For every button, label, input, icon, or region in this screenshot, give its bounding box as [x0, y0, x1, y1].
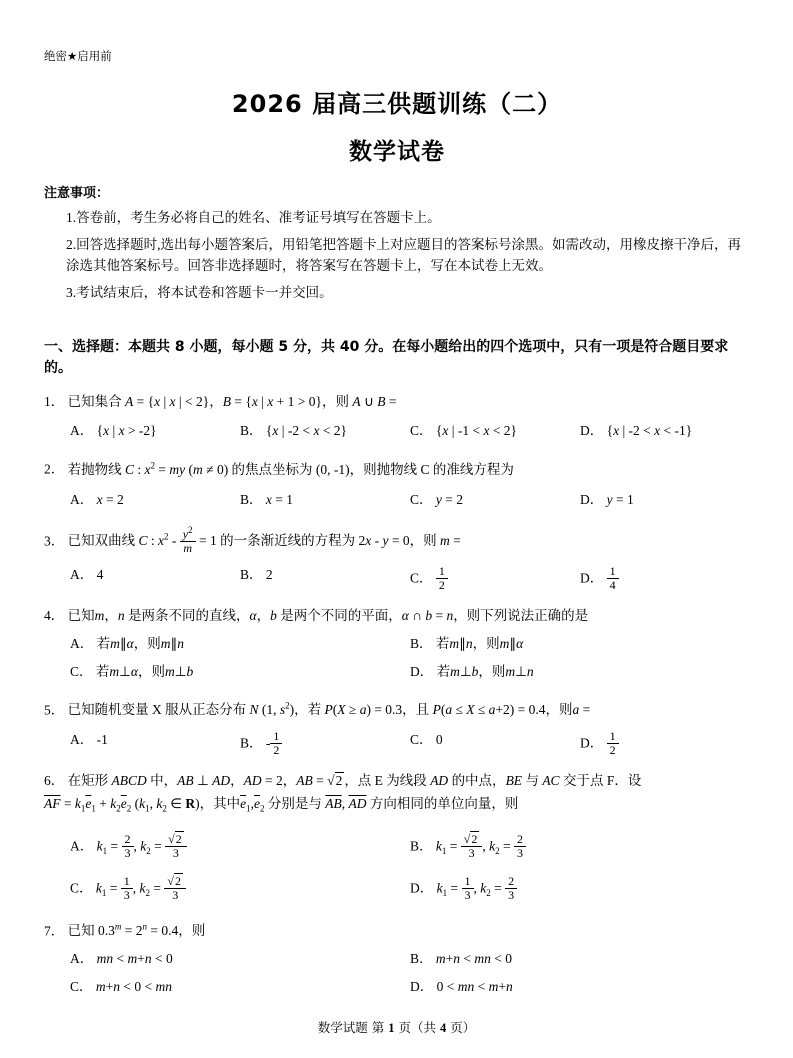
secret-mark: 绝密★启用前: [44, 49, 112, 63]
question-5-options: [70, 730, 750, 757]
option-c[interactable]: C． $\frac{1}{2}$: [410, 565, 580, 592]
question-4-options-row1: [70, 634, 750, 654]
question-4: [44, 606, 750, 626]
section-heading: [44, 337, 750, 379]
option-a[interactable]: A． x = 2: [70, 491, 124, 507]
page-footer: [0, 1018, 793, 1036]
option-a[interactable]: A． mn < m+n < 0: [70, 951, 173, 967]
question-2-options: [70, 490, 750, 510]
option-d[interactable]: D． {x | -2 < x < -1}: [580, 423, 693, 438]
question-5-stem: 已知随机变量 X 服从正态分布 N (1, $s^2$)，若 P(X ≥ a) = 0.3，且 P(a ≤ X ≤ a+2) = 0.4，则a =: [67, 700, 591, 717]
option-c[interactable]: C． m+n < 0 < mn: [70, 979, 172, 995]
option-a[interactable]: A． {x | x > -2}: [70, 423, 157, 438]
option-b[interactable]: B． {x | -2 < x < 2}: [240, 423, 348, 438]
section-desc: 本题共 8 小题，每小题 5 分，共 40 分。在每小题给出的四个选项中，只有一项是符合题目要求的。: [44, 339, 729, 376]
option-a[interactable]: A． $k_1$ = $\frac{2}{3}$ , $k_2$ = $\frac{√2}{3}$: [70, 833, 410, 861]
question-6-options-row1: [70, 833, 750, 861]
question-1: [44, 392, 750, 412]
page-subtitle: 数学试卷: [349, 139, 445, 164]
question-5: [44, 696, 750, 721]
question-7-number: 7．: [44, 923, 65, 939]
option-c[interactable]: C． {x | -1 < x < 2}: [410, 423, 518, 438]
option-a[interactable]: A． -1: [70, 732, 108, 747]
option-b[interactable]: B． - $\frac{1}{2}$: [240, 730, 410, 757]
question-1-stem: 已知集合 A = {x | x | < 2}，B = {x | x + 1 > 0}，则 A ∪ B =: [67, 394, 397, 409]
page-title: 2026 届高三供题训练（二）: [231, 90, 563, 118]
option-b[interactable]: B． x = 1: [240, 491, 294, 507]
question-7-options-row2: [70, 977, 750, 997]
question-3-stem: 已知双曲线 C : $x^2$ - $\frac{y^2}{m}$ = 1 的一条渐近线的方程为 2x - y = 0，则 m =: [67, 524, 461, 555]
option-b[interactable]: B． m+n < mn < 0: [410, 951, 513, 967]
option-d[interactable]: D． y = 1: [580, 491, 634, 507]
footer-exam-name: 数学试题: [317, 1020, 368, 1035]
section-label: 一、选择题：: [44, 339, 128, 355]
option-c[interactable]: C． 0: [410, 732, 443, 747]
question-7-options-row1: [70, 949, 750, 969]
footer-page-end: 页）: [450, 1020, 476, 1035]
option-d[interactable]: D． $\frac{1}{4}$: [580, 565, 750, 592]
question-7-stem: 已知 $0.3^m = 2^n = 0.4$，则: [67, 921, 206, 939]
question-2: [44, 455, 750, 480]
question-3: [44, 524, 750, 555]
notice-list: [44, 207, 750, 303]
footer-total-pages: 4: [439, 1021, 447, 1035]
option-c[interactable]: C． $k_1$ = $\frac{1}{3}$ , $k_2$ = $\frac{√2}{3}$: [70, 875, 410, 903]
footer-page-of: 页（共: [398, 1020, 436, 1035]
option-d[interactable]: D． $\frac{1}{2}$: [580, 730, 750, 757]
notice-item-3: 3.考试结束后，将本试卷和答题卡一并交回。: [66, 285, 333, 300]
option-c[interactable]: C． y = 2: [410, 491, 464, 507]
question-4-stem: 已知m，n 是两条不同的直线，α，b 是两个不同的平面，α ∩ b = n，则下列说法正确的是: [67, 607, 589, 623]
option-d[interactable]: D． 0 < mn < m+n: [410, 979, 513, 995]
option-c[interactable]: C． 若m⊥α，则m⊥b: [70, 663, 194, 679]
option-d[interactable]: D． $k_1$ = $\frac{1}{3}$ , $k_2$ = $\frac{2}{3}$: [410, 875, 750, 903]
question-6: [44, 771, 750, 819]
option-b[interactable]: B． 若m∥n，则m∥α: [410, 635, 524, 651]
question-6-options-row2: [70, 875, 750, 903]
question-2-stem: 若抛物线 C : $x^2$ = my (m ≠ 0) 的焦点坐标为 (0, -1)，则抛物线 C 的准线方程为: [67, 460, 514, 477]
question-7: [44, 917, 750, 942]
question-3-options: [70, 565, 750, 592]
notice-heading: 注意事项：: [44, 186, 110, 201]
question-1-options: [70, 421, 750, 441]
question-6-number: 6．: [44, 773, 65, 788]
question-6-stem-line1: 在矩形 ABCD 中，AB ⊥ AD，AD = 2，AB = √2 ，点 E 为线段 AD 的中点，BE 与 AC 交于点 F．设: [67, 773, 642, 788]
question-2-number: 2．: [44, 461, 65, 477]
notice-item-2: 2.回答选择题时,选出每小题答案后，用铅笔把答题卡上对应题目的答案标号涂黑。如需改动，用橡皮擦干净后，再涂选其他答案标号。回答非选择题时，将答案写在答题卡上，写在本试卷上无效。: [66, 237, 741, 273]
footer-page-label: 第: [371, 1020, 385, 1035]
option-b[interactable]: B． 2: [240, 566, 273, 582]
option-d[interactable]: D． 若m⊥b，则m⊥n: [410, 663, 534, 679]
option-b[interactable]: B． $k_1$ = $\frac{√2}{3}$ , $k_2$ = $\frac{2}{3}$: [410, 833, 750, 861]
option-a[interactable]: A． 若m∥α，则m∥n: [70, 635, 184, 651]
footer-page-number: 1: [388, 1021, 395, 1035]
notice-item-1: 1.答卷前，考生务必将自己的姓名、准考证号填写在答题卡上。: [66, 210, 441, 225]
question-1-number: 1．: [44, 394, 65, 409]
question-6-stem-line2: $\overline{AF} = k_1\overline{e}_1 + k_2\overline{e}_2$ ($k_1$, $k_2$ ∈ R)，其中$\overline{e}_1,\overline{e}_2$ 分别是与 $\overline{AB}$, $\overline{AD}$ 方向相同的单位向量，则: [44, 796, 519, 814]
option-a[interactable]: A． 4: [70, 566, 104, 582]
question-4-options-row2: [70, 662, 750, 682]
question-5-number: 5．: [44, 702, 65, 717]
question-3-number: 3．: [44, 532, 65, 548]
question-4-number: 4．: [44, 607, 65, 623]
